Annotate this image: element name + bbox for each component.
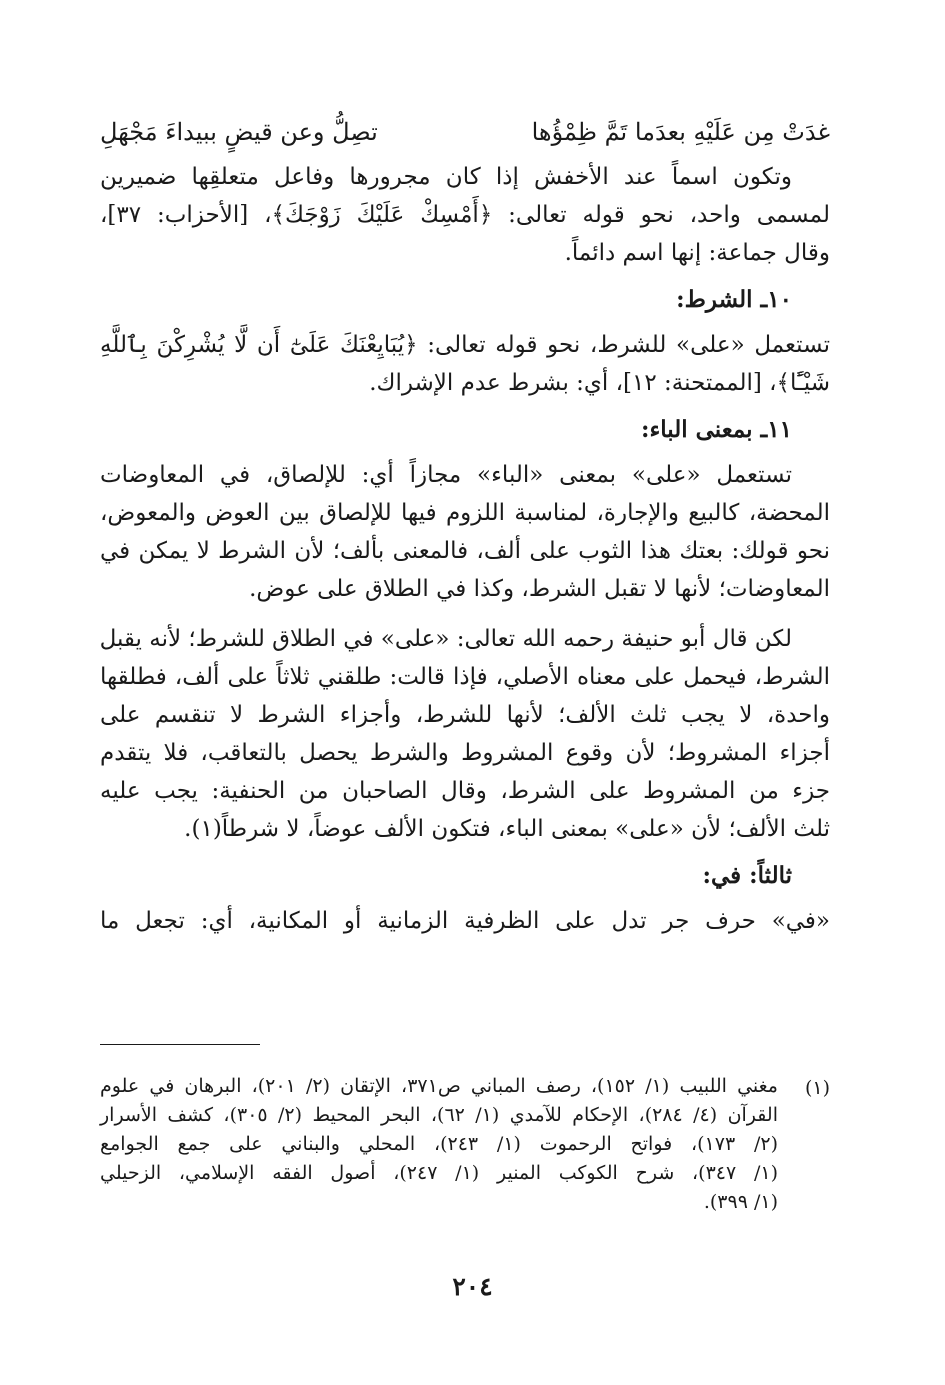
text-line: وقال جماعة: إنها اسم دائماً. — [564, 240, 830, 266]
footnote-line: (٢/ ١٧٣)، فواتح الرحموت (١/ ٢٤٣)، المحلي والبناني على جمع الجوامع — [100, 1133, 778, 1155]
poetry-verse — [100, 112, 830, 152]
text-line: تستعمل «على» للشرط، نحو قوله تعالى: ﴿يُبَايِعْنَكَ عَلَىٰٓ أَن لَّا يُشْرِكْنَ بِٱللَّهِ — [100, 332, 830, 358]
section-heading-condition: ١٠ـ الشرط: — [676, 286, 792, 313]
paragraph-fi — [100, 902, 830, 940]
verse-second-hemistich: تصِلُّ وعن قيضٍ ببيداءَ مَجْهَلِ — [100, 118, 378, 146]
paragraph-ba-meaning — [100, 456, 830, 608]
text-line: أجزاء المشروط؛ لأن وقوع المشروط والشرط يحصل بالتعاقب، فلا يتقدم — [100, 740, 830, 766]
text-line: نحو قولك: بعتك هذا الثوب على ألف، فالمعنى بألف؛ لأن الشرط لا يمكن في — [100, 538, 830, 564]
verse-first-hemistich: غدَتْ مِن عَلَيْهِ بعدَما تَمَّ ظِمْؤُها — [531, 118, 830, 146]
section-heading-ba-meaning: ١١ـ بمعنى الباء: — [640, 416, 792, 443]
paragraph-abu-hanifa — [100, 620, 830, 848]
text-line: ثلث الألف؛ لأن «على» بمعنى الباء، فتكون الألف عوضاً، لا شرطاً(١). — [184, 816, 830, 842]
page-body — [100, 112, 830, 940]
text-line: شَيْـًٔا﴾، [الممتحنة: ١٢]، أي: بشرط عدم الإشراك. — [369, 370, 830, 396]
footnote-separator — [100, 1044, 260, 1045]
footnote — [100, 1072, 830, 1217]
text-line: لمسمى واحد، نحو قوله تعالى: ﴿أَمْسِكْ عَلَيْكَ زَوْجَكَ﴾، [الأحزاب: ٣٧]، — [100, 202, 830, 228]
paragraph-condition — [100, 326, 830, 402]
text-line: جزء من المشروط على الشرط، وقال الصاحبان من الحنفية: يجب عليه — [100, 778, 830, 804]
text-line: وتكون اسماً عند الأخفش إذا كان مجرورها وفاعل متعلقِها ضميرين — [100, 164, 792, 190]
footnote-line: (١/ ٣٤٧)، شرح الكوكب المنير (١/ ٢٤٧)، أصول الفقه الإسلامي، الزحيلي — [100, 1162, 778, 1184]
text-line: تستعمل «على» بمعنى «الباء» مجازاً أي: للإلصاق، في المعاوضات — [100, 462, 792, 488]
text-line: واحدة، لا يجب ثلث الألف؛ لأنها للشرط، وأجزاء الشرط لا تنقسم على — [100, 702, 830, 728]
footnote-marker: (١) — [804, 1077, 830, 1099]
footnote-line: مغني اللبيب (١/ ١٥٢)، رصف المباني ص٣٧١، الإتقان (٢/ ٢٠١)، البرهان في علوم — [100, 1075, 778, 1097]
text-line: الشرط، فيحمل على معناه الأصلي، فإذا قالت: طلقني ثلاثاً على ألف، فطلقها — [100, 664, 830, 690]
paragraph-akhfash — [100, 158, 830, 272]
section-heading-fi: ثالثاً: في: — [702, 862, 792, 889]
page-number: ٢٠٤ — [452, 1272, 493, 1301]
footnote-line: القرآن (٤/ ٢٨٤)، الإحكام للآمدي (١/ ٦٢)، البحر المحيط (٢/ ٣٠٥)، كشف الأسرار — [100, 1104, 778, 1126]
text-line: المعاوضات؛ لأنها لا تقبل الشرط، وكذا في الطلاق على عوض. — [249, 576, 830, 602]
text-line: لكن قال أبو حنيفة رحمه الله تعالى: «على» في الطلاق للشرط؛ لأنه يقبل — [99, 626, 792, 652]
footnote-line: (١/ ٣٩٩). — [703, 1191, 778, 1213]
text-line: المحضة، كالبيع والإجارة، لمناسبة اللزوم فيها للإلصاق بين العوض والمعوض، — [100, 500, 830, 526]
text-line: «في» حرف جر تدل على الظرفية الزمانية أو المكانية، أي: تجعل ما — [100, 908, 830, 934]
